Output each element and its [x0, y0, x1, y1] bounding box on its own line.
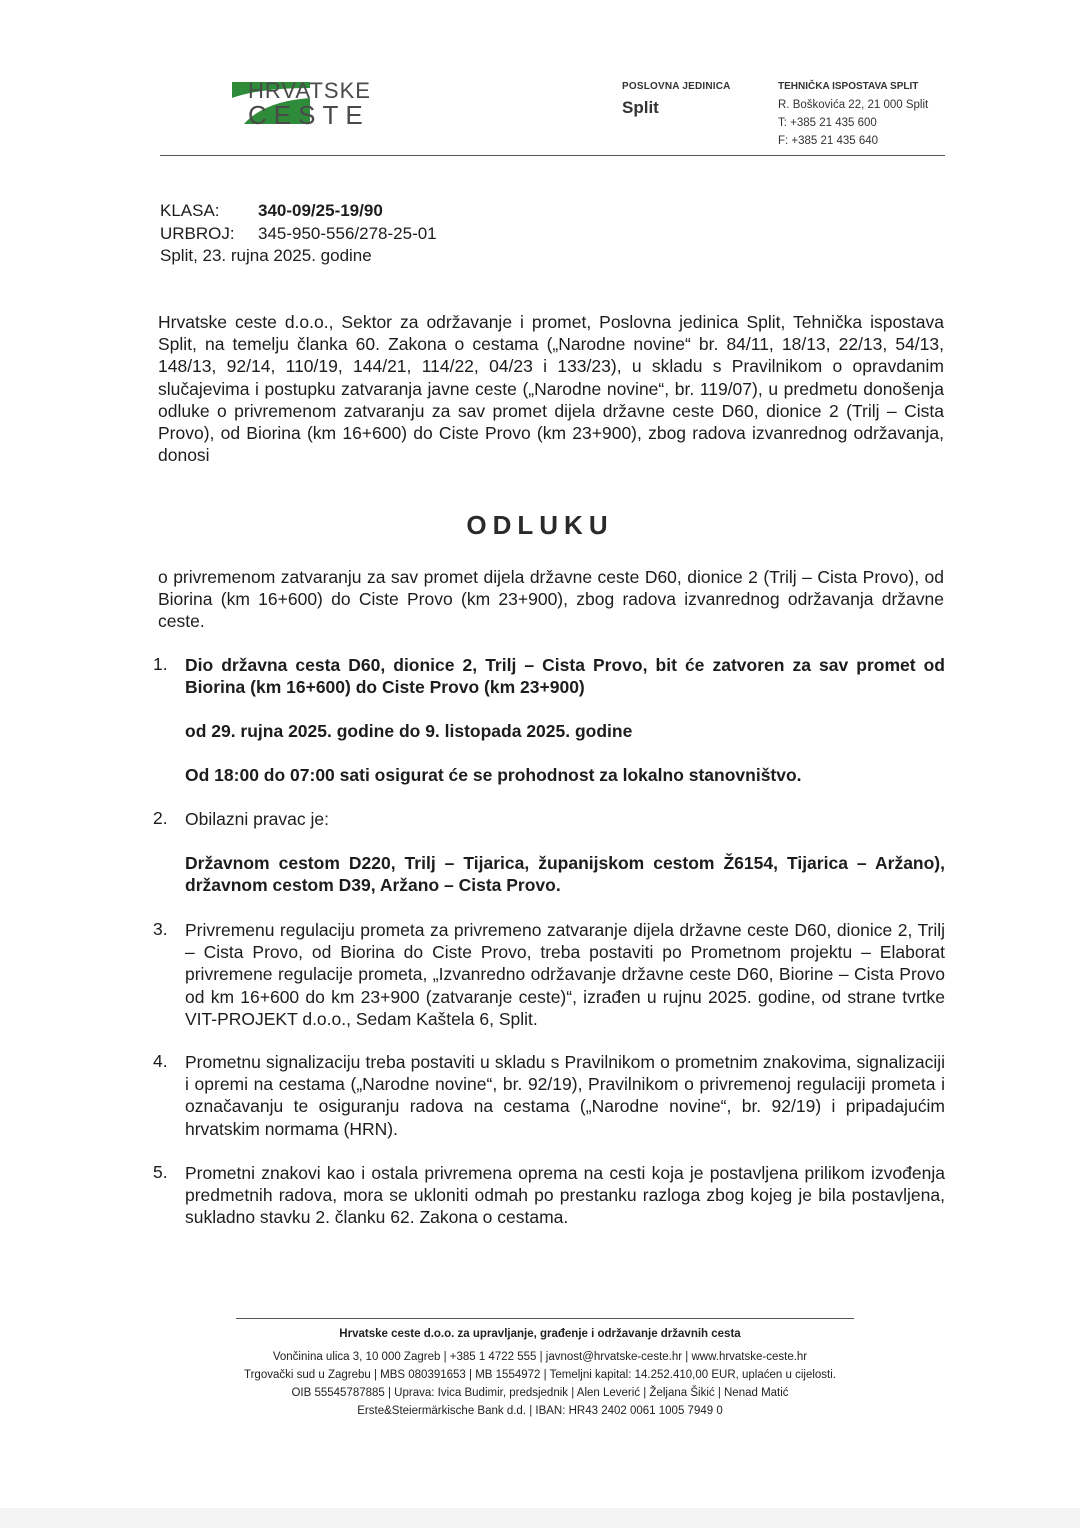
office-fax: F: +385 21 435 640 — [778, 135, 879, 147]
klasa-value: 340-09/25-19/90 — [258, 201, 383, 220]
item-1-note: Od 18:00 do 07:00 sati osigurat će se prohodnost za lokalno stanovništvo. — [185, 765, 802, 785]
klasa-label: KLASA: — [160, 201, 220, 220]
header-divider — [160, 155, 945, 156]
footer-company: Hrvatske ceste d.o.o. za upravljanje, građenje i održavanje državnih cesta — [339, 1328, 741, 1340]
logo-text-hrvatske: HRVATSKE — [248, 78, 371, 103]
klasa-row — [160, 201, 383, 221]
intro-paragraph: Hrvatske ceste d.o.o., Sektor za održavanje i promet, Poslovna jedinica Split, Tehnička ispostava Split, na temelju članka 60. Zakona o cestama („Narodne novine“ br. 84/11, 18/13, 22/13, 54/13, 148/13, 92/14, 110/19, 144/21, 114/22, 04/23 i 133/23), u skladu s Pravilnikom o opravdanim slučajevima i postupku zatvaranja javne ceste („Narodne novine“, br. 119/07), u predmetu donošenja odluke o privremenom zatvaranju za sav promet dijela državne ceste D60, dionice 2 (Trilj – Cista Provo), od Biorina (km 16+600) do Ciste Provo (km 23+900), zbog radova izvanrednog održavanja, donosi — [158, 312, 944, 466]
footer-registry: Trgovački sud u Zagrebu | MBS 080391653 | MB 1554972 | Temeljni kapital: 14.252.410,00 EUR, uplaćen u cijelosti. — [244, 1369, 836, 1381]
item-1-number: 1. — [153, 654, 168, 674]
item-4-number: 4. — [153, 1051, 168, 1071]
office-phone: T: +385 21 435 600 — [778, 117, 877, 129]
subject-paragraph: o privremenom zatvaranju za sav promet dijela državne ceste D60, dionice 2 (Trilj – Cista Provo), od Biorina (km 16+600) do Ciste Provo (km 23+900), zbog radova izvanrednog održavanja državne ceste. — [158, 567, 944, 632]
footer-contact: Vončinina ulica 3, 10 000 Zagreb | +385 1 4722 555 | javnost@hrvatske-ceste.hr | www.hrvatske-ceste.hr — [272, 1351, 808, 1363]
unit-label: POSLOVNA JEDINICA — [622, 81, 731, 92]
item-3-text: Privremenu regulaciju prometa za privremeno zatvaranje dijela državne ceste D60, dionice 2, Trilj – Cista Provo, od Biorina do Ciste Provo, treba postaviti po Prometnom projektu – Elaborat privremene regulacije prometa, „Izvanredno održavanje državne ceste D60, Biorine – Cista Provo od km 16+600 do km 23+900 (zatvaranje ceste)“, izrađen u rujnu 2025. godine, od strane tvrtke VIT-PROJEKT d.o.o., Sedam Kaštela 6, Split. — [185, 920, 945, 1029]
footer-management: OIB 55545787885 | Uprava: Ivica Budimir, predsjednik | Alen Leverić | Željana Šikić | Nenad Matić — [291, 1387, 789, 1399]
unit-value: Split — [622, 98, 659, 117]
document-title: ODLUKU — [466, 510, 614, 540]
item-2-route: Državnom cestom D220, Trilj – Tijarica, županijskom cestom Ž6154, Tijarica – Aržano), državnom cestom D39, Aržano – Cista Provo. — [185, 853, 945, 896]
place-date: Split, 23. rujna 2025. godine — [160, 246, 372, 265]
urbroj-row — [160, 224, 437, 244]
item-1-period: od 29. rujna 2025. godine do 9. listopada 2025. godine — [185, 721, 633, 741]
office-label: TEHNIČKA ISPOSTAVA SPLIT — [778, 81, 919, 92]
item-4-text: Prometnu signalizaciju treba postaviti u skladu s Pravilnikom o prometnim znakovima, signalizaciji i opremi na cestama („Narodne novine“, br. 92/19), Pravilnikom o privremenoj regulaciji prometa i označavanju te osiguranju radova na cestama („Narodne novine“, br. 92/19) i pripadajućim hrvatskim normama (HRN). — [185, 1052, 945, 1139]
footer-divider — [236, 1318, 854, 1319]
item-2-text: Obilazni pravac je: — [185, 809, 329, 829]
item-3-number: 3. — [153, 919, 168, 939]
footer-bank: Erste&Steiermärkische Bank d.d. | IBAN: HR43 2402 0061 1005 7949 0 — [357, 1405, 723, 1417]
urbroj-label: URBROJ: — [160, 224, 235, 243]
item-5-text: Prometni znakovi kao i ostala privremena oprema na cesti koja je postavljena prilikom izvođenja predmetnih radova, mora se ukloniti odmah po prestanku razloga zbog kojeg je bila postavljena, sukladno stavku 2. članku 62. Zakona o cestama. — [185, 1163, 945, 1228]
logo-text-ceste: CESTE — [248, 100, 370, 130]
item-5-number: 5. — [153, 1162, 168, 1182]
urbroj-value: 345-950-556/278-25-01 — [258, 224, 437, 243]
item-1-text: Dio državna cesta D60, dionice 2, Trilj – Cista Provo, bit će zatvoren za sav promet od Biorina (km 16+600) do Ciste Provo (km 23+900) — [185, 655, 945, 698]
item-2-number: 2. — [153, 808, 168, 828]
office-address: R. Boškovića 22, 21 000 Split — [778, 99, 929, 111]
scan-edge — [0, 1508, 1080, 1528]
